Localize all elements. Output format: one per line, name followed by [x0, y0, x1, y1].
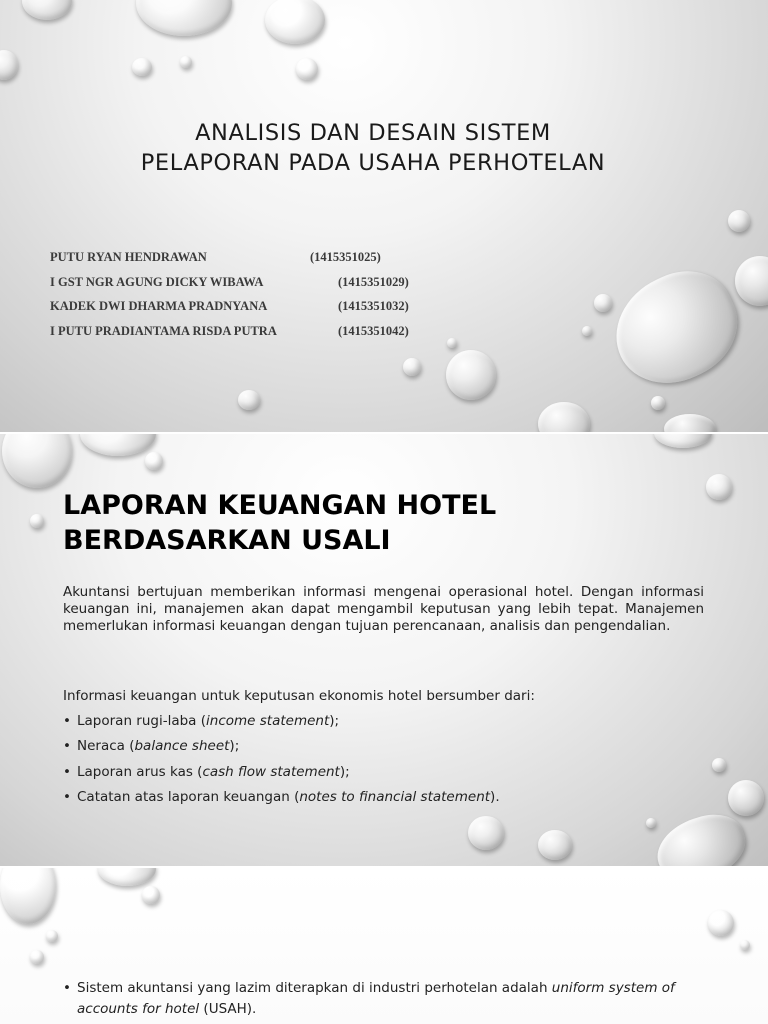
water-drop-decoration — [664, 414, 716, 432]
author-name: I PUTU PRADIANTAMA RISDA PUTRA — [50, 323, 277, 338]
list-item-term: income statement — [206, 713, 330, 729]
water-drop-decoration — [0, 50, 18, 80]
slide-title-line: ANALISIS DAN DESAIN SISTEM — [195, 120, 551, 146]
list-item — [63, 713, 704, 738]
author-id: (1415351025) — [310, 250, 381, 264]
water-drop-decoration — [582, 326, 592, 336]
water-drop-decoration — [728, 780, 764, 816]
bullet-icon: • — [63, 763, 71, 780]
bullet-icon: • — [63, 713, 71, 729]
list-item-term: balance sheet — [134, 738, 230, 755]
bullet-icon: • — [63, 738, 71, 755]
list-item-text: Neraca ( — [77, 738, 135, 755]
water-drop-decoration — [708, 910, 734, 936]
water-drop-decoration — [98, 868, 156, 886]
list-item-text: (USAH). — [199, 1001, 257, 1017]
author-id: (1415351042) — [338, 323, 409, 338]
water-drop-decoration — [30, 514, 44, 528]
water-drop-decoration — [538, 830, 572, 860]
water-drop-decoration — [145, 452, 163, 470]
list-item-text: Laporan arus kas ( — [77, 763, 203, 780]
list-item — [63, 789, 704, 814]
water-drop-decoration — [712, 758, 726, 772]
water-drop-decoration — [649, 806, 753, 866]
water-drop-decoration — [22, 0, 72, 20]
list-item — [63, 764, 704, 789]
content-slide — [0, 868, 768, 1024]
slide-title-line: PELAPORAN PADA USAHA PERHOTELAN — [140, 150, 606, 176]
water-drop-decoration — [728, 210, 750, 232]
water-drop-decoration — [706, 474, 732, 500]
bullet-icon: • — [63, 980, 71, 996]
list-item-term: cash flow statement — [202, 763, 340, 780]
water-drop-decoration — [403, 358, 421, 376]
water-drop-decoration — [238, 390, 260, 410]
list-item — [63, 978, 704, 1020]
list-item-content — [63, 978, 704, 1020]
slide-title-line: BERDASARKAN USALI — [63, 525, 391, 556]
content-slide — [0, 434, 768, 866]
water-drop-decoration — [598, 255, 754, 402]
list-item-term: uniform system of accounts for hotel — [77, 980, 675, 1017]
author-list — [50, 250, 450, 348]
list-item-term: notes to financial statement — [299, 788, 491, 805]
author-row — [50, 299, 450, 324]
water-drop-decoration — [296, 58, 318, 80]
water-drop-decoration — [2, 434, 72, 488]
list-item-text: ); — [229, 738, 240, 755]
water-drop-decoration — [46, 930, 58, 942]
water-drop-decoration — [180, 56, 192, 68]
author-row — [50, 275, 450, 300]
body-paragraph: Akuntansi bertujuan memberikan informasi mengenai operasional hotel. Dengan informasi keuangan ini, manajemen akan dapat mengambil keputusan yang lebih tepat. Manajemen memerlukan informasi keuangan dengan tujuan perencanaan, analisis dan pengendalian. — [63, 584, 704, 634]
list-intro: Informasi keuangan untuk keputusan ekonomis hotel bersumber dari: — [63, 688, 535, 704]
title-slide — [0, 0, 768, 432]
slide-title — [60, 118, 686, 178]
water-drop-decoration — [265, 0, 325, 44]
author-id: (1415351032) — [338, 299, 409, 313]
list-item — [63, 738, 704, 763]
author-id: (1415351029) — [338, 274, 409, 289]
water-drop-decoration — [651, 396, 665, 410]
author-row — [50, 250, 450, 275]
water-drop-decoration — [446, 350, 496, 400]
financial-report-list — [63, 713, 704, 814]
water-drop-decoration — [594, 294, 612, 312]
water-drop-decoration — [735, 256, 768, 306]
slide-title-line: LAPORAN KEUANGAN HOTEL — [63, 490, 497, 521]
list-item-text: ); — [329, 713, 340, 729]
list-item-text: Catatan atas laporan keuangan ( — [77, 788, 300, 805]
water-drop-decoration — [132, 58, 152, 76]
list-item-text: ). — [490, 788, 500, 805]
water-drop-decoration — [468, 816, 504, 850]
water-drop-decoration — [646, 818, 656, 828]
slide-title — [63, 488, 703, 558]
water-drop-decoration — [0, 868, 56, 924]
author-row — [50, 324, 450, 349]
water-drop-decoration — [654, 434, 712, 448]
author-name: KADEK DWI DHARMA PRADNYANA — [50, 299, 268, 313]
water-drop-decoration — [740, 940, 750, 950]
water-drop-decoration — [136, 0, 232, 36]
water-drop-decoration — [538, 402, 590, 432]
water-drop-decoration — [80, 434, 156, 456]
bullet-icon: • — [63, 788, 71, 805]
list-item-text: Laporan rugi-laba ( — [77, 713, 207, 729]
water-drop-decoration — [142, 886, 160, 904]
water-drop-decoration — [30, 950, 44, 964]
list-item-text: ); — [339, 763, 350, 780]
list-item-text: Sistem akuntansi yang lazim diterapkan di industri perhotelan adalah — [77, 980, 552, 996]
author-name: PUTU RYAN HENDRAWAN — [50, 250, 207, 264]
author-name: I GST NGR AGUNG DICKY WIBAWA — [50, 274, 264, 289]
